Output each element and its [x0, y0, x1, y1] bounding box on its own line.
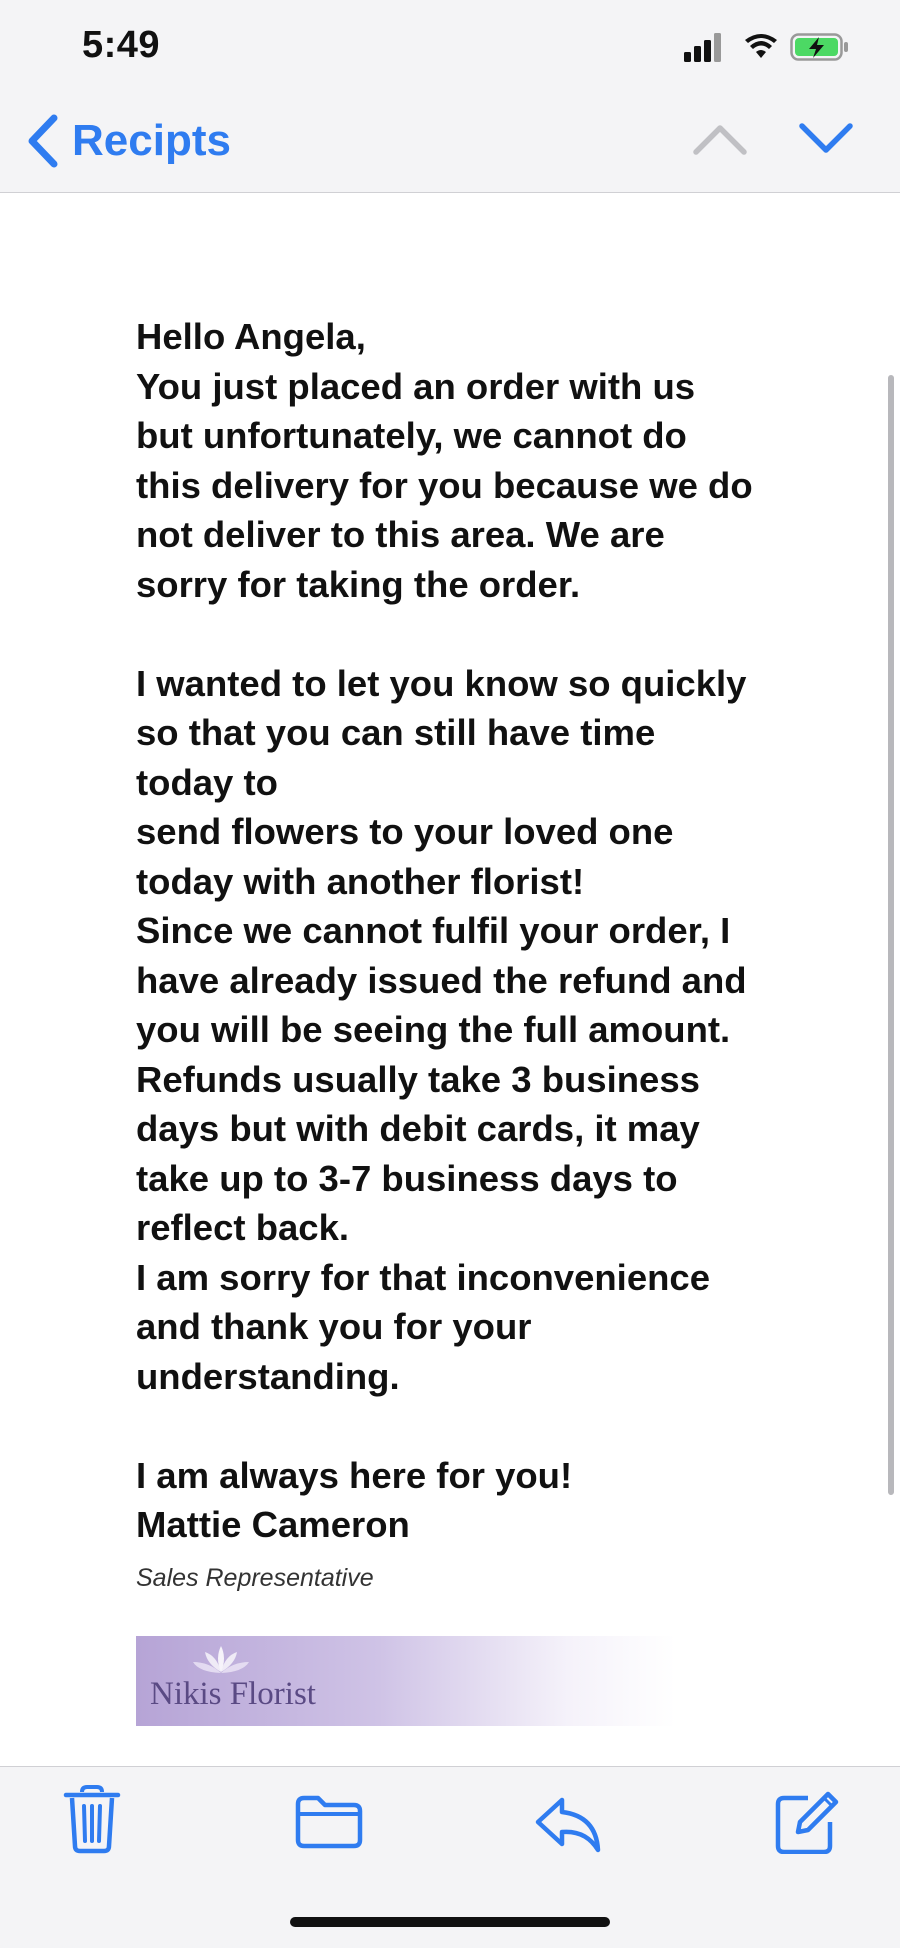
- logo-text: Nikis Florist: [150, 1676, 316, 1712]
- back-button[interactable]: [24, 110, 231, 172]
- body-line: days but with debit cards, it may: [136, 1108, 700, 1149]
- body-line: I wanted to let you know so quickly: [136, 662, 747, 704]
- body-line: so that you can still have time: [136, 712, 656, 753]
- trash-icon[interactable]: [62, 1784, 122, 1854]
- folder-icon[interactable]: [294, 1794, 364, 1850]
- body-line: Refunds usually take 3 business: [136, 1058, 700, 1100]
- florist-logo: [136, 1636, 676, 1726]
- greeting-line: Hello Angela,: [136, 316, 366, 357]
- body-line: but unfortunately, we cannot do: [136, 415, 687, 456]
- chevron-left-icon: [24, 114, 60, 168]
- body-line: have already issued the refund and: [136, 959, 747, 1001]
- chevron-down-icon[interactable]: [798, 118, 854, 158]
- reply-icon[interactable]: [534, 1794, 604, 1854]
- signature-title: Sales Representative: [136, 1563, 374, 1592]
- body-line: not deliver to this area. We are: [136, 514, 665, 555]
- body-line: You just placed an order with us: [136, 365, 696, 407]
- body-line: reflect back.: [136, 1207, 350, 1248]
- lotus-flower-icon: [191, 1642, 251, 1678]
- body-line: this delivery for you because we do: [136, 464, 753, 506]
- cellular-signal-icon: [684, 32, 724, 62]
- status-icons: [684, 32, 854, 68]
- battery-charging-icon: [790, 32, 850, 62]
- body-line: send flowers to your loved one: [136, 811, 674, 852]
- email-body: [136, 312, 756, 1596]
- body-line: sorry for taking the order.: [136, 563, 581, 605]
- body-line: Since we cannot fulfil your order, I: [136, 910, 731, 951]
- body-line: today with another florist!: [136, 860, 585, 902]
- sender-name: Mattie Cameron: [136, 1504, 410, 1545]
- body-line: understanding.: [136, 1355, 400, 1397]
- status-time: 5:49: [82, 24, 161, 66]
- wifi-icon: [744, 34, 778, 60]
- back-button-label: Recipts: [72, 116, 231, 165]
- closing-line: I am always here for you!: [136, 1454, 573, 1496]
- body-line: I am sorry for that inconvenience: [136, 1256, 711, 1298]
- scrollbar[interactable]: [888, 375, 894, 1495]
- chevron-up-icon[interactable]: [692, 118, 748, 158]
- top-bar: [0, 0, 900, 193]
- body-line: today to: [136, 761, 278, 803]
- compose-icon[interactable]: [774, 1784, 840, 1854]
- home-indicator[interactable]: [290, 1917, 610, 1927]
- body-line: take up to 3-7 business days to: [136, 1157, 678, 1199]
- body-line: and thank you for your: [136, 1306, 532, 1347]
- body-line: you will be seeing the full amount.: [136, 1009, 731, 1050]
